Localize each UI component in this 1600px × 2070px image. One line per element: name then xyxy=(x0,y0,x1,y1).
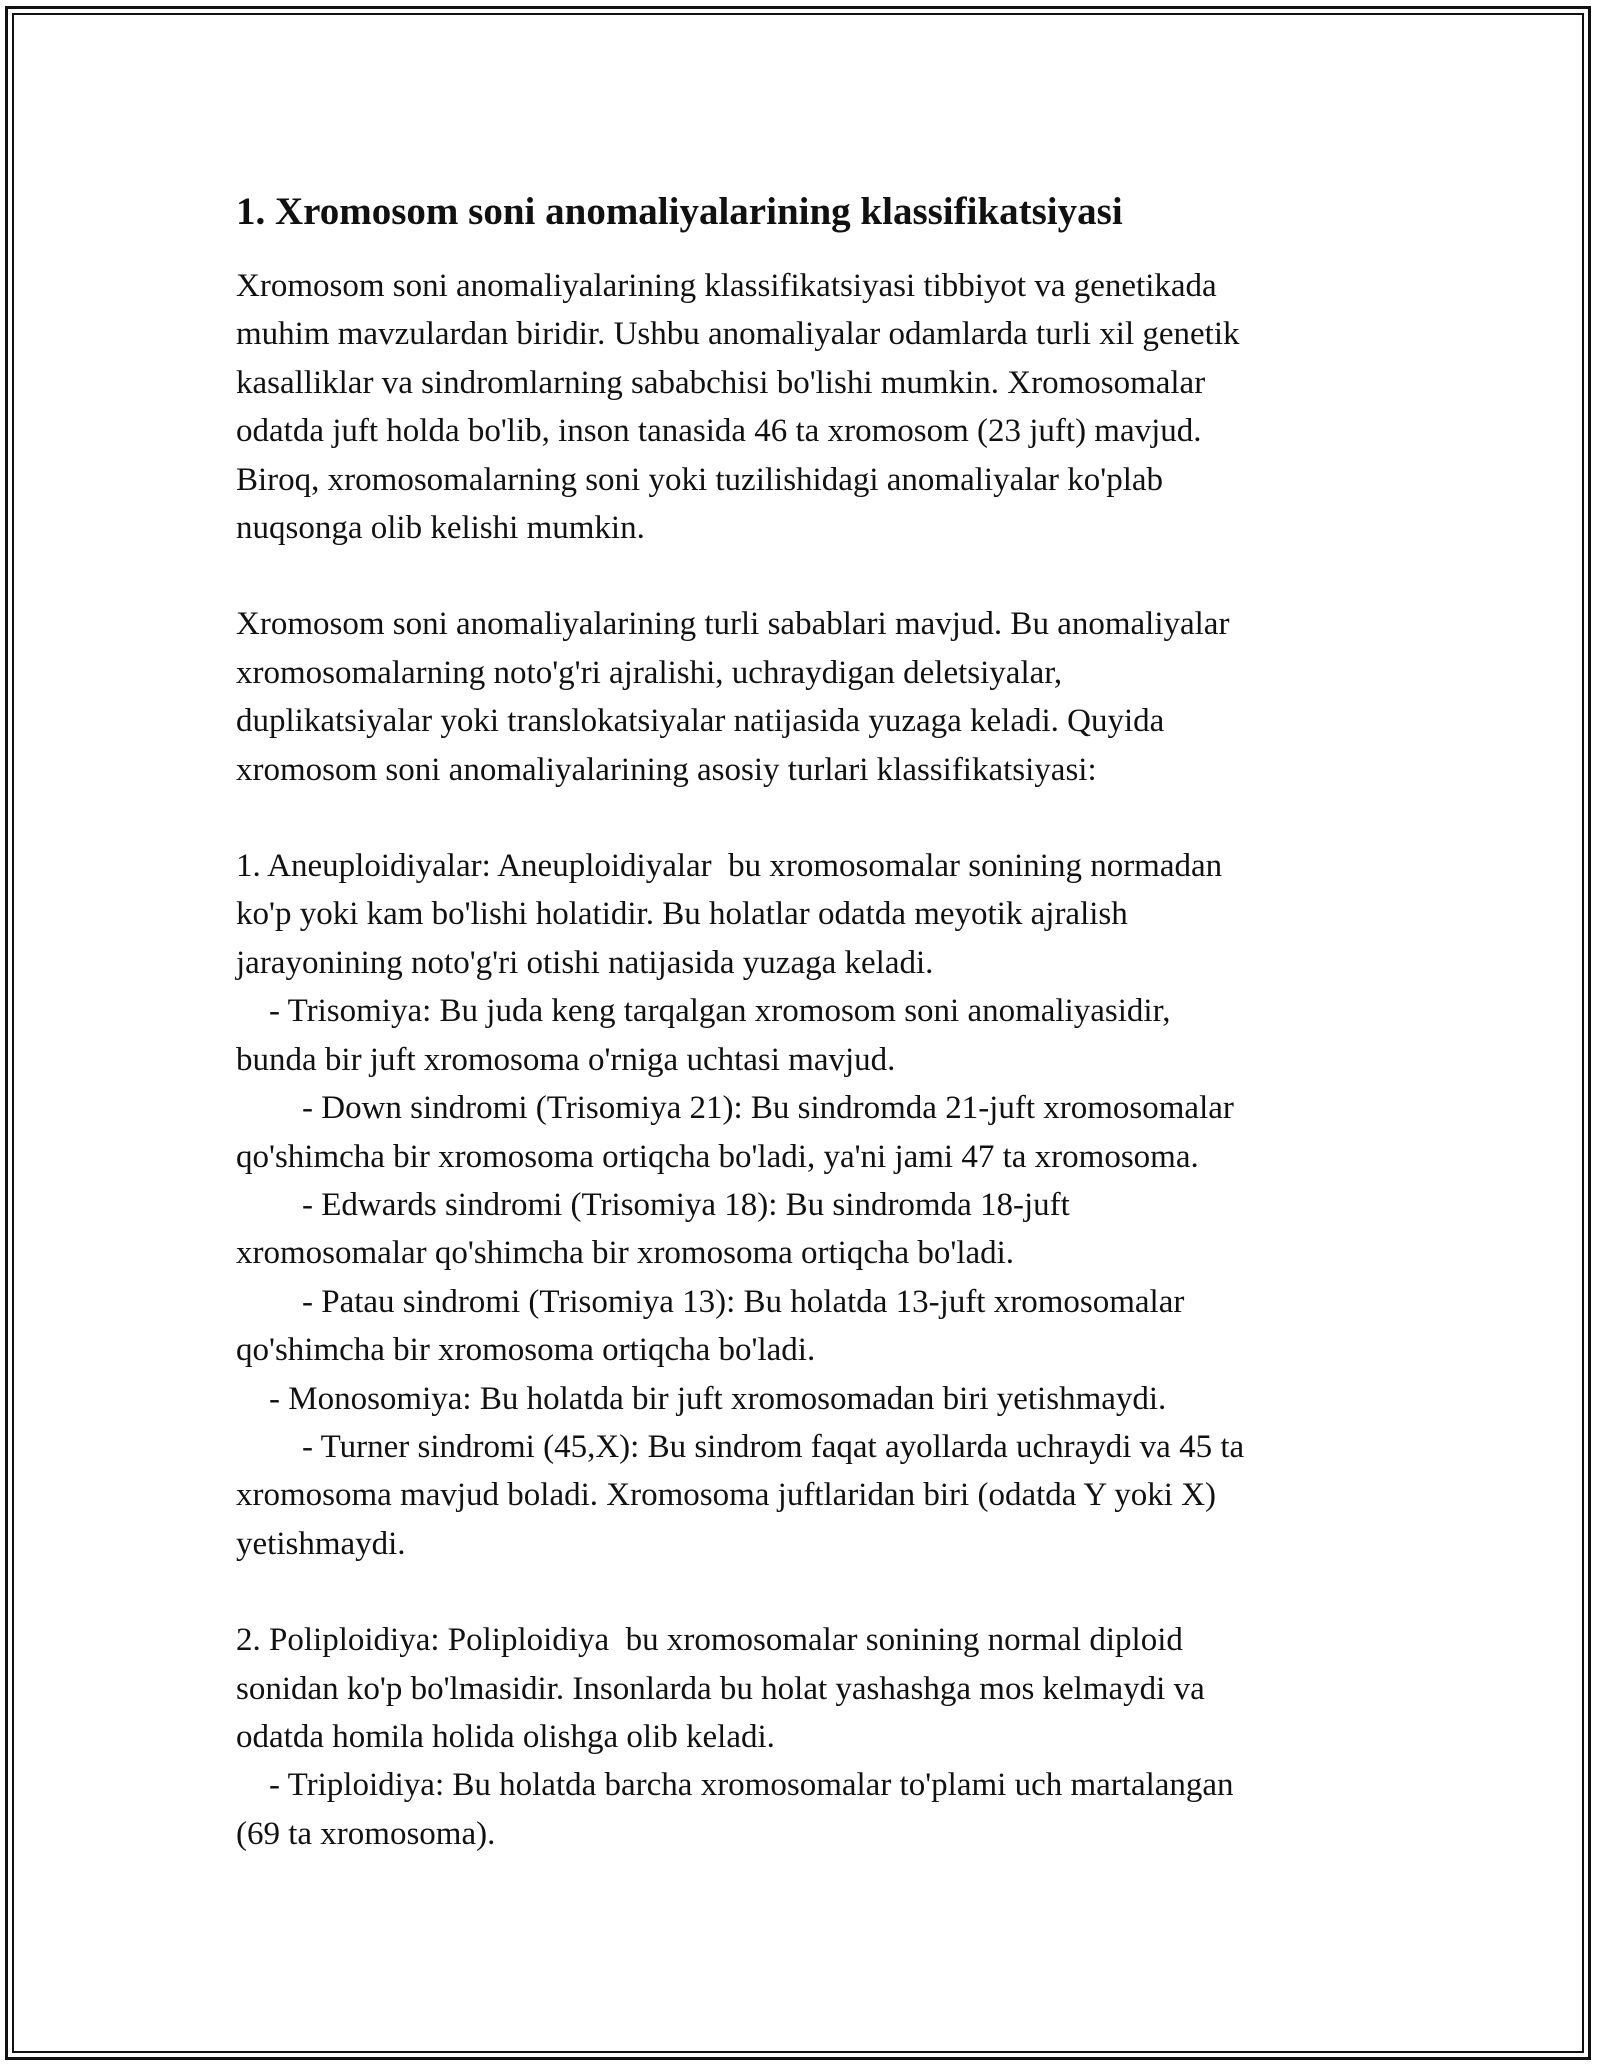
text-line: sonidan ko'p bo'lmasidir. Insonlarda bu holat yashashga mos kelmaydi va xyxy=(236,1670,1205,1707)
text-line: 2. Poliploidiya: Poliploidiya bu xromosomalar sonining normal diploid xyxy=(236,1622,1183,1659)
text-line: Biroq, xromosomalarning soni yoki tuzilishidagi anomaliyalar ko'plab xyxy=(236,461,1164,498)
text-line: - Triploidiya: Bu holatda barcha xromosomalar to'plami uch martalangan xyxy=(236,1767,1234,1804)
text-line: duplikatsiyalar yoki translokatsiyalar natijasida yuzaga keladi. Quyida xyxy=(236,703,1165,740)
text-line: jarayonining noto'g'ri otishi natijasida yuzaga keladi. xyxy=(236,944,934,981)
text-line: (69 ta xromosoma). xyxy=(236,1815,496,1852)
text-line: odatda homila holida olishga olib keladi. xyxy=(236,1718,775,1755)
text-line: xromosom soni anomaliyalarining asosiy turlari klassifikatsiyasi: xyxy=(236,751,1097,788)
polyploidy-paragraph xyxy=(236,1616,1376,1858)
text-line: 1. Aneuploidiyalar: Aneuploidiyalar bu xromosomalar sonining normadan xyxy=(236,848,1223,885)
text-line: xromosomalar qo'shimcha bir xromosoma ortiqcha bo'ladi. xyxy=(236,1235,1015,1272)
text-line: muhim mavzulardan biridir. Ushbu anomaliyalar odamlarda turli xil genetik xyxy=(236,316,1240,353)
text-line: qo'shimcha bir xromosoma ortiqcha bo'ladi, ya'ni jami 47 ta xromosoma. xyxy=(236,1138,1199,1175)
text-line: xromosoma mavjud boladi. Xromosoma juftlaridan biri (odatda Y yoki X) xyxy=(236,1477,1217,1514)
text-line: - Edwards sindromi (Trisomiya 18): Bu sindromda 18-juft xyxy=(236,1186,1070,1223)
causes-paragraph xyxy=(236,600,1376,794)
text-line: - Down sindromi (Trisomiya 21): Bu sindromda 21-juft xromosomalar xyxy=(236,1090,1234,1127)
text-line: - Trisomiya: Bu juda keng tarqalgan xromosom soni anomaliyasidir, xyxy=(236,993,1171,1030)
text-line: - Turner sindromi (45,X): Bu sindrom faqat ayollarda uchraydi va 45 ta xyxy=(236,1428,1245,1465)
text-line: - Monosomiya: Bu holatda bir juft xromosomadan biri yetishmaydi. xyxy=(236,1380,1167,1417)
intro-paragraph xyxy=(236,262,1376,552)
text-line: bunda bir juft xromosoma o'rniga uchtasi mavjud. xyxy=(236,1041,896,1078)
text-line: qo'shimcha bir xromosoma ortiqcha bo'ladi. xyxy=(236,1332,816,1369)
aneuploidy-paragraph xyxy=(236,842,1376,1568)
text-line: ko'p yoki kam bo'lishi holatidir. Bu holatlar odatda meyotik ajralish xyxy=(236,896,1128,933)
text-line: nuqsonga olib kelishi mumkin. xyxy=(236,510,645,547)
text-line: Xromosom soni anomaliyalarining klassifikatsiyasi tibbiyot va genetikada xyxy=(236,268,1217,304)
section-heading: 1. Xromosom soni anomaliyalarining klassifikatsiyasi xyxy=(236,190,1123,233)
document-page xyxy=(236,188,1376,1906)
text-line: Xromosom soni anomaliyalarining turli sabablari mavjud. Bu anomaliyalar xyxy=(236,606,1230,643)
text-line: kasalliklar va sindromlarning sababchisi bo'lishi mumkin. Xromosomalar xyxy=(236,364,1206,401)
text-line: - Patau sindromi (Trisomiya 13): Bu holatda 13-juft xromosomalar xyxy=(236,1283,1185,1320)
text-line: odatda juft holda bo'lib, inson tanasida 46 ta xromosom (23 juft) mavjud. xyxy=(236,413,1202,450)
text-line: yetishmaydi. xyxy=(236,1525,406,1562)
text-line: xromosomalarning noto'g'ri ajralishi, uchraydigan deletsiyalar, xyxy=(236,654,1063,691)
